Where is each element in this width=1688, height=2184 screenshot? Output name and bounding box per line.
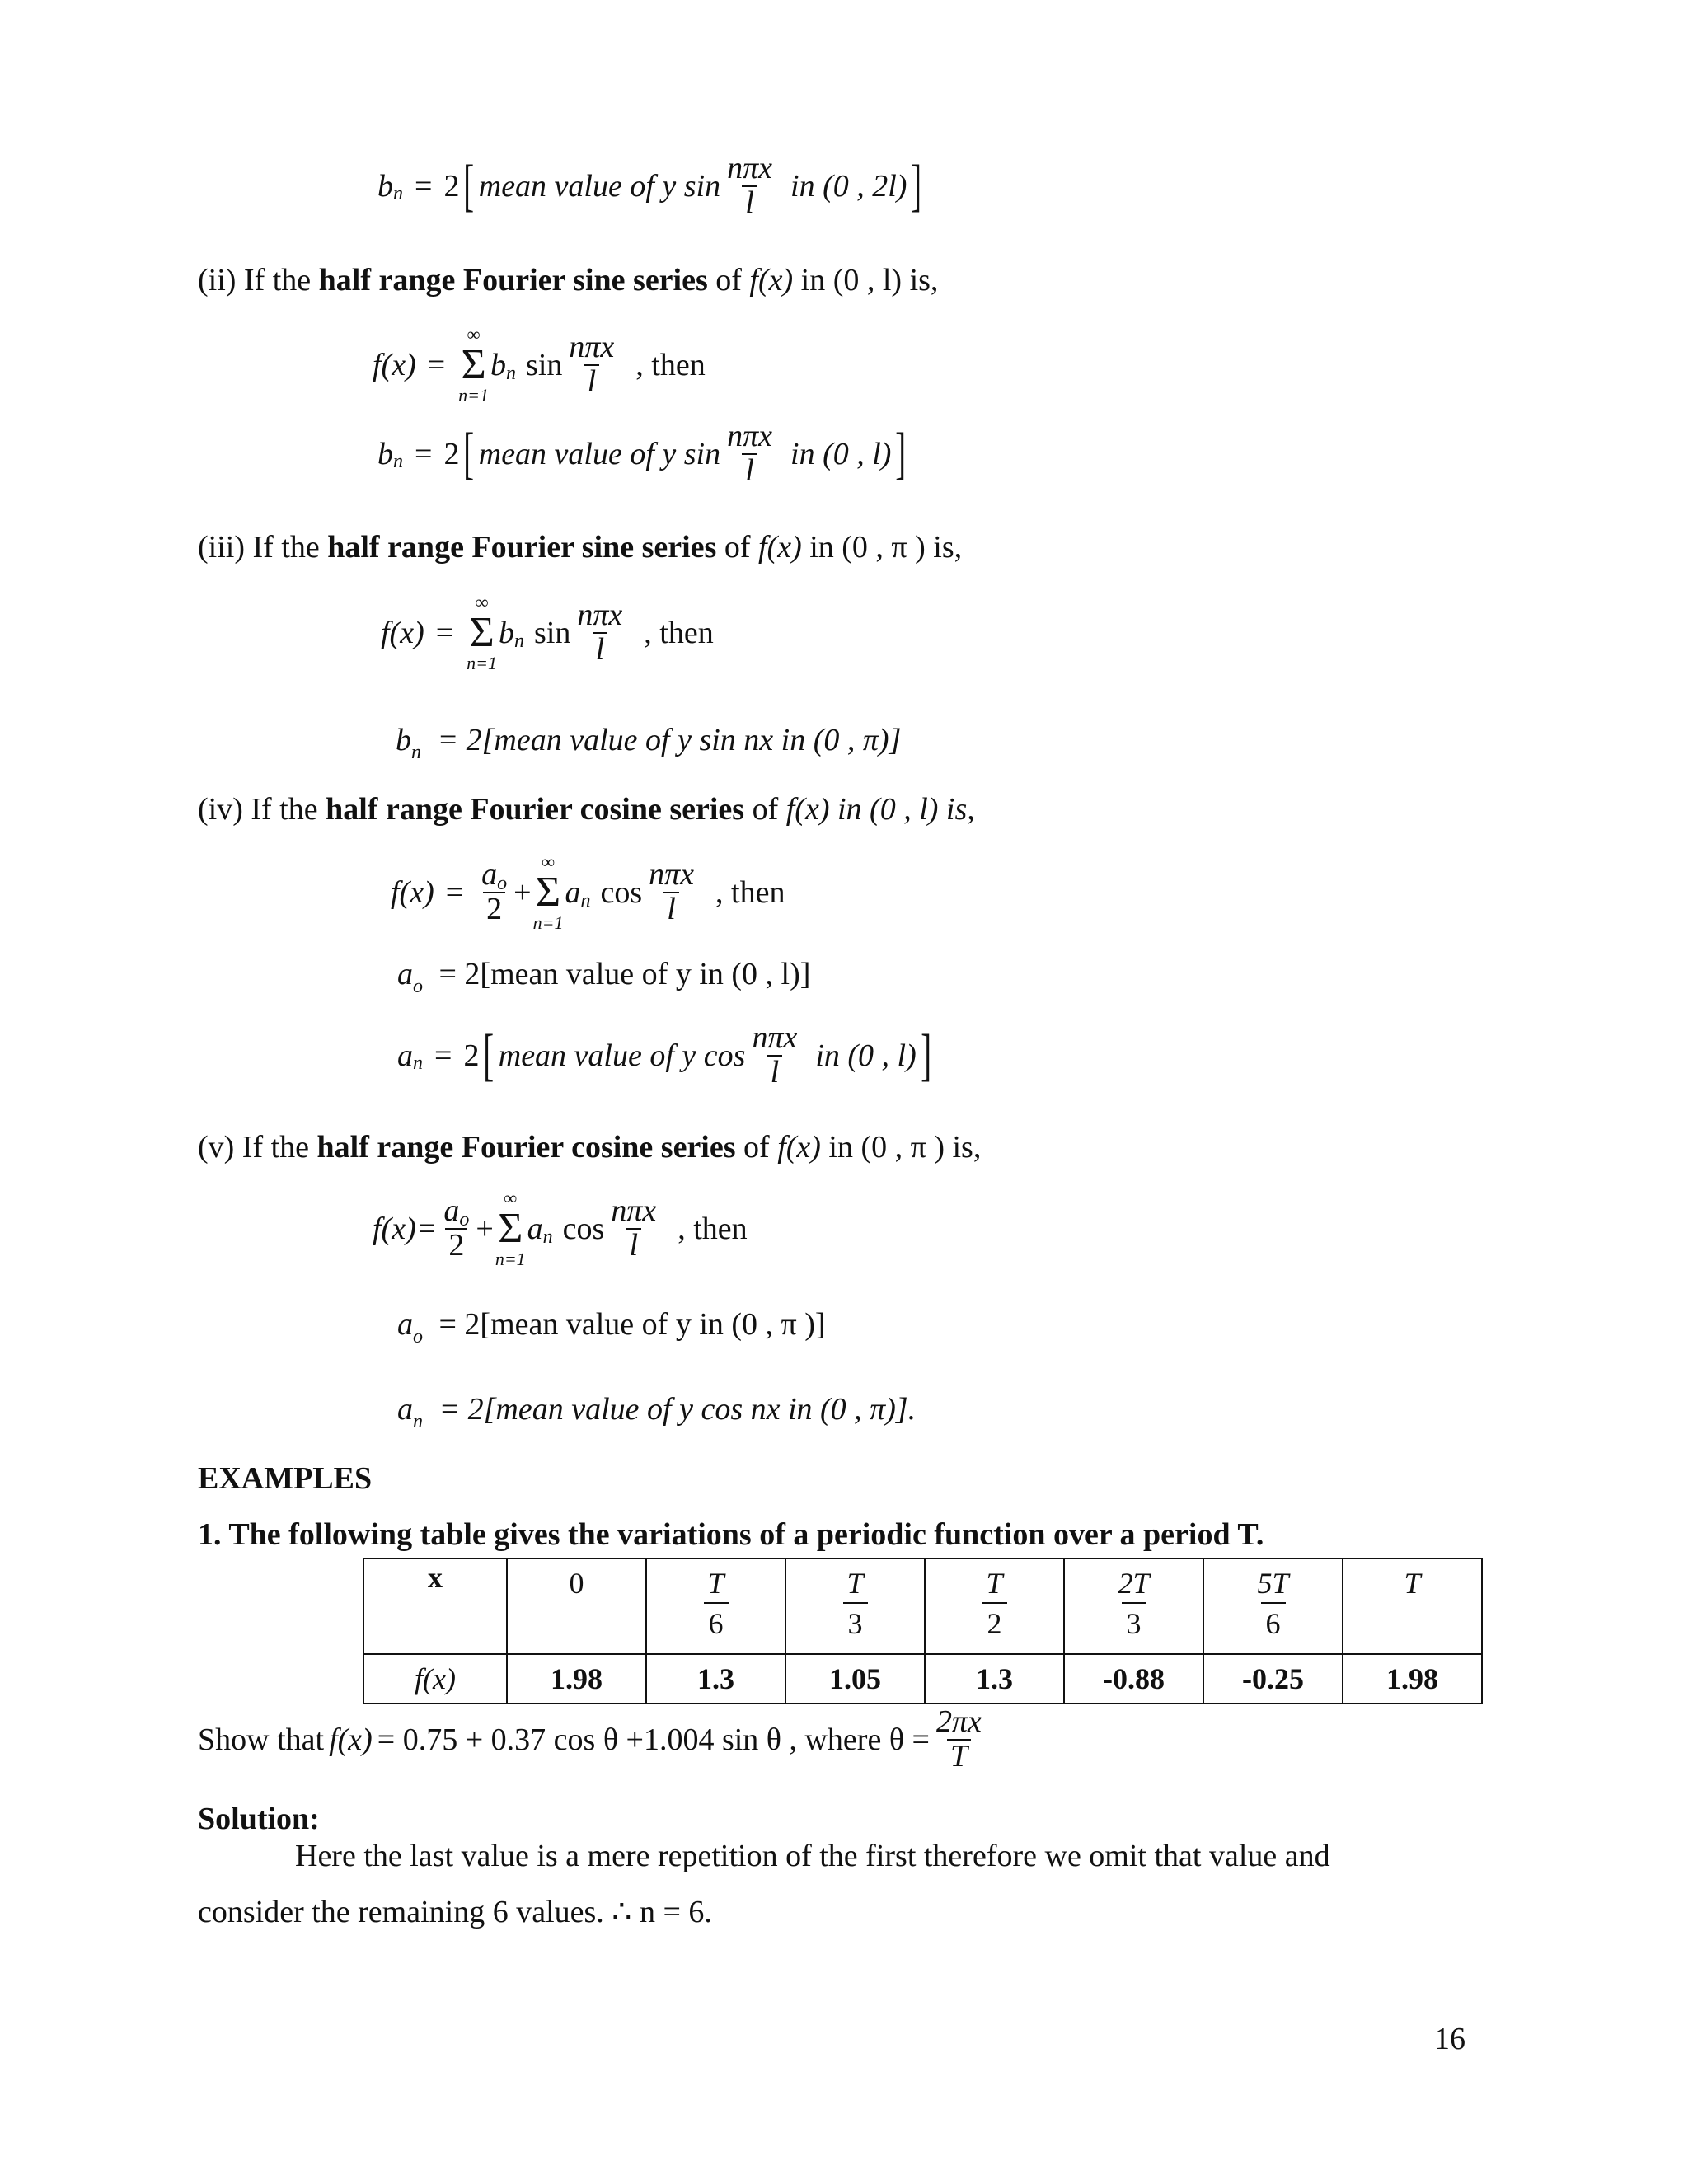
table-cell-fx: 1.3 xyxy=(925,1654,1064,1704)
intro-text: (v) If the xyxy=(198,1130,317,1165)
a0-symbol: a xyxy=(481,857,498,893)
formula-lhs: f(x) xyxy=(391,875,434,910)
intro-ii xyxy=(198,262,938,298)
fraction-numerator: 2πx xyxy=(935,1704,982,1739)
bracket-open: [ xyxy=(463,421,475,485)
sum-lower: n=1 xyxy=(467,653,498,673)
fraction-a0-over-2 xyxy=(440,1195,472,1263)
example-1-statement: 1. The following table gives the variations of a periodic function over a period T. xyxy=(198,1517,1264,1552)
coefficient: a xyxy=(565,875,581,910)
formula-body: = 2[mean value of y sin nx in (0 , π)] xyxy=(437,723,902,757)
sigma-symbol: Σ xyxy=(498,1205,523,1252)
fraction xyxy=(748,1022,800,1090)
formula-body: = 2[mean value of y in (0 , π )] xyxy=(438,1307,826,1342)
intro-text: of xyxy=(744,792,786,827)
sum-lower: n=1 xyxy=(458,385,490,405)
coefficient-sub: n xyxy=(542,1226,553,1248)
fraction xyxy=(724,152,776,220)
formula-ii-bn xyxy=(377,420,911,488)
table-cell-x xyxy=(1203,1558,1343,1654)
coefficient-two: 2 xyxy=(443,168,460,204)
sigma-symbol: Σ xyxy=(461,341,486,388)
values-table xyxy=(363,1558,1483,1704)
bracket-close: ] xyxy=(895,421,907,485)
table-row-x xyxy=(363,1558,1482,1654)
sum-upper: ∞ xyxy=(475,592,489,612)
x-value-numerator: T xyxy=(707,1567,724,1600)
bracket-close: ] xyxy=(911,153,922,218)
formula-lhs: f(x) xyxy=(373,348,416,382)
fraction-denominator: l xyxy=(742,185,757,220)
formula-lhs-sub: n xyxy=(393,451,403,473)
show-that-statement xyxy=(198,1706,988,1774)
fraction-denominator: l xyxy=(767,1055,783,1090)
intro-text: of xyxy=(735,1130,778,1165)
coefficient-sub: n xyxy=(506,362,517,384)
sigma-symbol: Σ xyxy=(469,609,495,656)
formula-lhs: b xyxy=(377,436,393,471)
x-value-denominator: 3 xyxy=(843,1602,868,1641)
show-that-pre: Show that xyxy=(198,1722,325,1757)
formula-range: in (0 , l) xyxy=(790,436,892,471)
x-value-numerator: 0 xyxy=(569,1567,584,1600)
fraction-denominator: T xyxy=(947,1739,971,1774)
equals-sign: = xyxy=(435,616,454,650)
formula-tail: , then xyxy=(715,875,785,910)
coefficient: a xyxy=(527,1212,543,1246)
formula-lhs: a xyxy=(397,957,413,991)
formula-ii-fx xyxy=(373,326,706,405)
intro-bold: half range Fourier cosine series xyxy=(326,792,745,827)
intro-function: f(x) xyxy=(785,792,830,827)
formula-lhs: b xyxy=(396,723,411,757)
fraction-numerator: nπx xyxy=(727,151,773,185)
fraction xyxy=(574,599,626,667)
summation xyxy=(458,326,489,405)
table-cell-x xyxy=(507,1558,646,1654)
summation xyxy=(467,593,497,673)
fraction xyxy=(645,859,697,926)
formula-tail: , then xyxy=(635,348,706,382)
coefficient-two: 2 xyxy=(443,436,460,471)
intro-text: of xyxy=(707,263,750,298)
coefficient: b xyxy=(499,616,515,650)
formula-lhs-sub: o xyxy=(413,976,423,997)
formula-tail: , then xyxy=(644,616,714,650)
formula-v-a0 xyxy=(397,1306,826,1347)
intro-text: of xyxy=(716,530,758,565)
fraction-numerator: nπx xyxy=(752,1020,798,1055)
fraction-a0-over-2 xyxy=(478,859,510,926)
formula-range: in (0 , l) xyxy=(815,1038,917,1073)
intro-function: f(x) xyxy=(757,530,802,565)
table-cell-fx: -0.88 xyxy=(1064,1654,1203,1704)
fraction xyxy=(607,1195,659,1263)
formula-lhs-sub: n xyxy=(411,742,421,763)
formula-lhs: a xyxy=(397,1392,413,1427)
formula-body: = 2[mean value of y cos nx in (0 , π)]. xyxy=(438,1392,917,1427)
bracket-close: ] xyxy=(921,1023,931,1087)
equals-sign: = xyxy=(434,1038,452,1073)
table-label-x: x xyxy=(363,1558,507,1654)
formula-v-an xyxy=(397,1391,917,1432)
x-value-numerator: T xyxy=(986,1567,1003,1600)
intro-bold: half range Fourier sine series xyxy=(327,530,717,565)
formula-range: in (0 , 2l) xyxy=(790,168,907,204)
formula-iii-fx xyxy=(381,593,714,673)
formula-iv-a0 xyxy=(397,956,811,997)
table-cell-x xyxy=(646,1558,785,1654)
table-cell-x xyxy=(1064,1558,1203,1654)
table-cell-x xyxy=(1343,1558,1482,1654)
trig-fn: cos xyxy=(600,875,643,910)
show-that-function: f(x) xyxy=(329,1722,373,1757)
table-cell-fx: 1.98 xyxy=(507,1654,646,1704)
fraction-denominator: 2 xyxy=(483,892,505,926)
fraction-numerator xyxy=(440,1193,472,1231)
solution-line-1: Here the last value is a mere repetition of the first therefore we omit that value and xyxy=(295,1839,1330,1873)
formula-lhs: f(x)= xyxy=(373,1212,438,1246)
coefficient-sub: n xyxy=(580,889,591,912)
formula-v-fx xyxy=(373,1189,748,1268)
x-value-denominator: 2 xyxy=(982,1602,1007,1641)
x-value-denominator: 3 xyxy=(1122,1602,1146,1641)
a0-sub: o xyxy=(459,1209,470,1231)
equals-sign: = xyxy=(427,348,446,382)
a0-sub: o xyxy=(497,873,508,895)
intro-text: (iii) If the xyxy=(198,530,328,565)
table-cell-fx: 1.3 xyxy=(646,1654,785,1704)
fraction-numerator xyxy=(478,857,510,895)
formula-iv-an xyxy=(397,1022,935,1090)
intro-bold: half range Fourier sine series xyxy=(318,263,708,298)
intro-text: (ii) If the xyxy=(198,263,319,298)
table-label-fx: f(x) xyxy=(363,1654,507,1704)
trig-fn: cos xyxy=(562,1212,605,1246)
fraction-denominator: l xyxy=(742,453,757,488)
formula-lhs: a xyxy=(397,1038,413,1073)
fraction-denominator: l xyxy=(626,1228,642,1263)
formula-lhs-sub: n xyxy=(413,1411,423,1432)
intro-tail: in (0 , l) is, xyxy=(793,263,939,298)
fraction-denominator: l xyxy=(584,364,600,399)
solution-heading: Solution: xyxy=(198,1802,320,1836)
fraction-denominator: 2 xyxy=(445,1228,467,1263)
intro-v xyxy=(198,1129,981,1165)
fraction-numerator: nπx xyxy=(569,330,615,365)
formula-body: mean value of y cos xyxy=(498,1038,746,1073)
table-row-fx xyxy=(363,1654,1482,1704)
sum-lower: n=1 xyxy=(532,912,564,933)
coefficient-two: 2 xyxy=(463,1038,480,1073)
x-value-numerator: T xyxy=(846,1567,864,1600)
table-cell-fx: -0.25 xyxy=(1203,1654,1343,1704)
summation xyxy=(533,853,564,932)
x-value-denominator: 6 xyxy=(1261,1602,1286,1641)
formula-iv-fx xyxy=(391,853,785,932)
x-value-denominator: 6 xyxy=(704,1602,729,1641)
intro-iv xyxy=(198,791,975,827)
show-that-body: = 0.75 + 0.37 cos θ +1.004 sin θ , where θ = xyxy=(377,1722,930,1757)
examples-heading: EXAMPLES xyxy=(198,1461,373,1496)
formula-lhs: f(x) xyxy=(381,616,424,650)
sigma-symbol: Σ xyxy=(535,869,561,916)
fraction-denominator: l xyxy=(593,632,608,667)
formula-bn-2l xyxy=(377,152,926,220)
intro-tail: in (0 , l) is, xyxy=(829,792,975,827)
sum-upper: ∞ xyxy=(542,851,555,872)
fraction-numerator: nπx xyxy=(727,419,773,453)
bracket-open: [ xyxy=(483,1023,495,1087)
equals-sign: = xyxy=(445,875,464,910)
solution-line-2: consider the remaining 6 values. ∴ n = 6. xyxy=(198,1895,712,1929)
table-cell-x xyxy=(925,1558,1064,1654)
x-value-numerator: 2T xyxy=(1118,1567,1150,1600)
intro-text: (iv) If the xyxy=(198,792,326,827)
page-number: 16 xyxy=(1434,2022,1465,2056)
plus-sign: + xyxy=(513,875,532,910)
fraction-numerator: nπx xyxy=(577,598,623,633)
fraction xyxy=(565,331,617,399)
a0-symbol: a xyxy=(443,1193,460,1229)
trig-fn: sin xyxy=(534,616,571,650)
fraction xyxy=(724,420,776,488)
sum-lower: n=1 xyxy=(495,1249,526,1269)
fraction-numerator: nπx xyxy=(649,857,695,893)
x-value-numerator: 5T xyxy=(1257,1567,1289,1600)
equals-sign: = xyxy=(415,436,433,471)
fraction-numerator: nπx xyxy=(611,1193,657,1229)
bracket-open: [ xyxy=(463,153,475,218)
equals-sign: = xyxy=(415,168,433,204)
formula-body: = 2[mean value of y in (0 , l)] xyxy=(438,957,811,991)
formula-lhs-sub: n xyxy=(413,1052,423,1075)
formula-body: mean value of y sin xyxy=(478,168,721,204)
intro-iii xyxy=(198,529,962,565)
intro-function: f(x) xyxy=(777,1130,821,1165)
formula-body: mean value of y sin xyxy=(478,436,721,471)
formula-iii-bn xyxy=(396,722,902,763)
x-value-numerator: T xyxy=(1404,1567,1421,1600)
intro-bold: half range Fourier cosine series xyxy=(316,1130,736,1165)
intro-tail: in (0 , π ) is, xyxy=(801,530,963,565)
intro-tail: in (0 , π ) is, xyxy=(820,1130,982,1165)
table-cell-x xyxy=(785,1558,925,1654)
plus-sign: + xyxy=(476,1212,494,1246)
sum-upper: ∞ xyxy=(504,1188,518,1208)
summation xyxy=(495,1189,526,1268)
coefficient-sub: n xyxy=(514,630,525,652)
fraction-denominator: l xyxy=(663,892,679,926)
trig-fn: sin xyxy=(526,348,563,382)
formula-tail: , then xyxy=(678,1212,748,1246)
formula-lhs: b xyxy=(377,168,393,204)
intro-function: f(x) xyxy=(749,263,794,298)
table-cell-fx: 1.98 xyxy=(1343,1654,1482,1704)
formula-lhs-sub: o xyxy=(413,1326,423,1347)
fraction xyxy=(933,1706,985,1774)
formula-lhs: a xyxy=(397,1307,413,1342)
table-cell-fx: 1.05 xyxy=(785,1654,925,1704)
sum-upper: ∞ xyxy=(467,324,481,344)
formula-lhs-sub: n xyxy=(393,183,403,205)
coefficient: b xyxy=(490,348,507,382)
